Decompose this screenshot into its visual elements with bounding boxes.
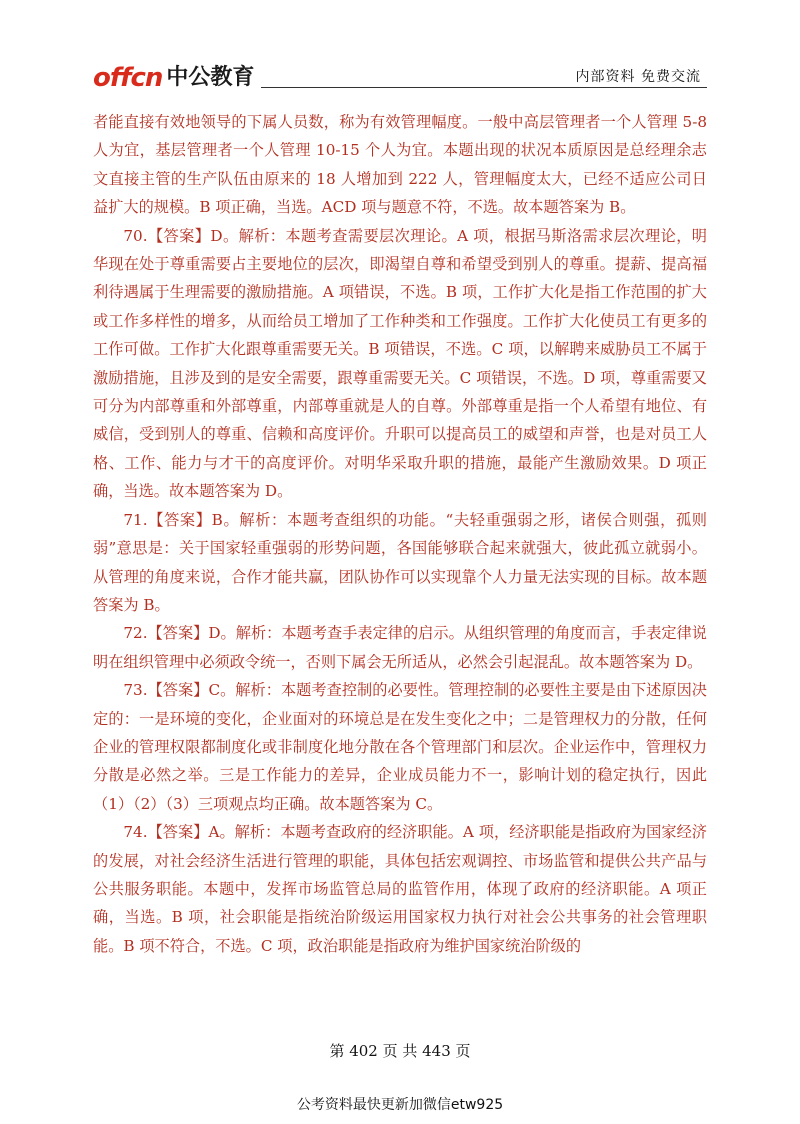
header-note: 内部资料 免费交流	[575, 69, 701, 85]
offcn-logo	[93, 60, 254, 92]
paragraph-q73: 73.【答案】C。解析：本题考查控制的必要性。管理控制的必要性主要是由下述原因决定的：一是环境的变化，企业面对的环境总是在发生变化之中；二是管理权力的分散，任何企业的管理权限都制度化或非制度化地分散在各个管理部门和层次。企业运作中，管理权力分散是必然之举。三是工作能力的差异，企业成员能力不一，影响计划的稳定执行，因此（1）（2）（3）三项观点均正确。故本题答案为 C。	[93, 681, 707, 813]
document-body	[93, 108, 707, 960]
paragraph-q70: 70.【答案】D。解析：本题考查需要层次理论。A 项，根据马斯洛需求层次理论，明华现在处于尊重需要占主要地位的层次，即渴望自尊和希望受到别人的尊重。提薪、提高福利待遇属于生理需要的激励措施。A 项错误，不选。B 项，工作扩大化是指工作范围的扩大或工作多样性的增多，从而给员工增加了工作种类和工作强度。工作扩大化使员工有更多的工作可做。工作扩大化跟尊重需要无关。B 项错误，不选。C 项，以解聘来威胁员工不属于激励措施，且涉及到的是安全需要，跟尊重需要无关。C 项错误，不选。D 项，尊重需要又可分为内部尊重和外部尊重，内部尊重就是人的自尊。外部尊重是指一个人希望有地位、有威信，受到别人的尊重、信赖和高度评价。升职可以提高员工的威望和声誉，也是对员工人格、工作、能力与才干的高度评价。对明华采取升职的措施，最能产生激励效果。D 项正确，当选。故本题答案为 D。	[93, 226, 707, 501]
logo-chinese: 中公教育	[166, 65, 255, 90]
footer-note: 公考资料最快更新加微信etw925	[296, 1097, 504, 1113]
paragraph-q72: 72.【答案】D。解析：本题考查手表定律的启示。从组织管理的角度而言，手表定律说明在组织管理中必须政令统一，否则下属会无所适从，必然会引起混乱。故本题答案为 D。	[93, 624, 707, 671]
page-number: 第 402 页 共 443 页	[329, 1042, 471, 1060]
header-divider	[261, 87, 707, 88]
logo-english: offcn	[93, 63, 163, 93]
page-header	[93, 60, 707, 92]
paragraph-q74: 74.【答案】A。解析：本题考查政府的经济职能。A 项，经济职能是指政府为国家经济的发展，对社会经济生活进行管理的职能，具体包括宏观调控、市场监管和提供公共产品与公共服务职能。本题中，发挥市场监管总局的监管作用，体现了政府的经济职能。A 项正确，当选。B 项，社会职能是指统治阶级运用国家权力执行对社会公共事务的社会管理职能。B 项不符合，不选。C 项，政治职能是指政府为维护国家统治阶级的	[93, 823, 707, 955]
paragraph-q71: 71.【答案】B。解析：本题考查组织的功能。“夫轻重强弱之形，诸侯合则强，孤则弱”意思是：关于国家轻重强弱的形势问题，各国能够联合起来就强大，彼此孤立就弱小。从管理的角度来说，合作才能共赢，团队协作可以实现靠个人力量无法实现的目标。故本题答案为 B。	[93, 510, 707, 614]
paragraph-continuation: 者能直接有效地领导的下属人员数，称为有效管理幅度。一般中高层管理者一个人管理 5-8 人为宜，基层管理者一个人管理 10-15 个人为宜。本题出现的状况本质原因是总经理余志文直接主管的生产队伍由原来的 18 人增加到 222 人，管理幅度太大，已经不适应公司日益扩大的规模。B 项正确，当选。ACD 项与题意不符，不选。故本题答案为 B。	[93, 113, 707, 217]
